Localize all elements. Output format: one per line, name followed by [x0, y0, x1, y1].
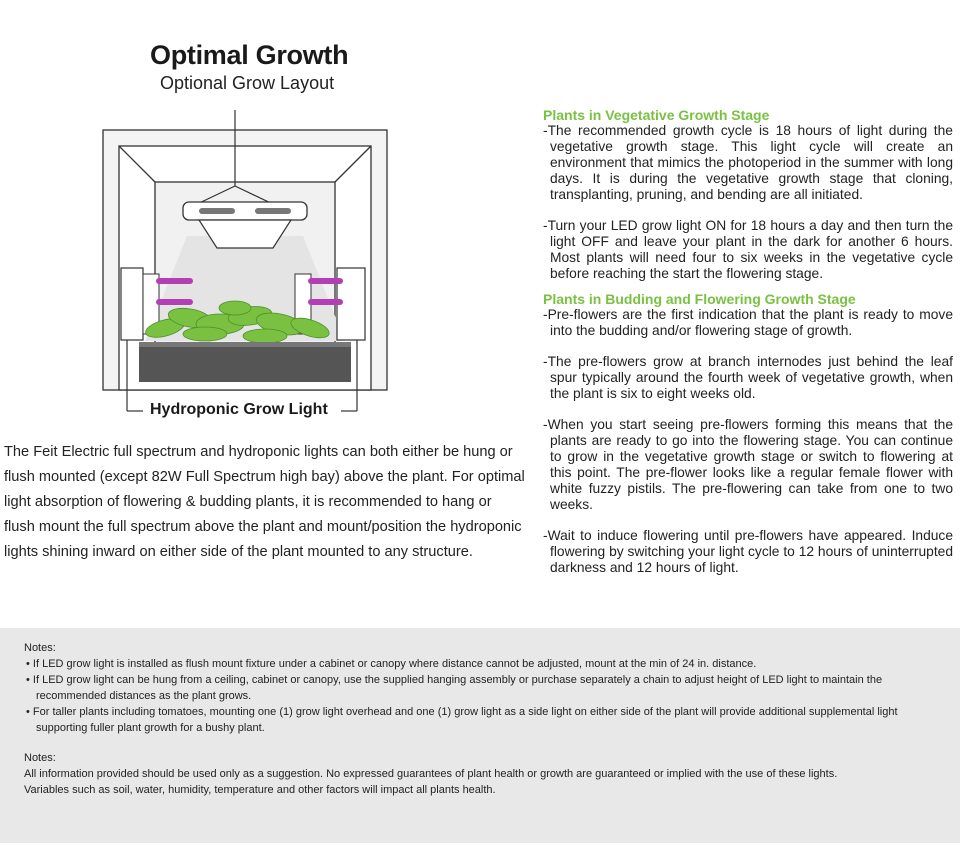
- diagram-caption: Hydroponic Grow Light: [150, 401, 328, 418]
- notes-item: • For taller plants including tomatoes, mounting one (1) grow light overhead and one (1) grow light as a side light on either side of the plant will provide additional supplemental light supporting fuller plant growth for a bushy plant.: [24, 704, 938, 736]
- notes-label: Notes:: [24, 642, 56, 654]
- notes-list: [24, 656, 938, 736]
- page-title: Optimal Growth: [150, 40, 349, 70]
- vegetative-paragraph-1: -The recommended growth cycle is 18 hours of light during the vegetative growth stage. This light cycle will create an environment that mimics the photoperiod in the summer with long days. It is during the vegetative growth stage that cloning, transplanting, pruning, and bending are all initiated.: [543, 123, 953, 202]
- flowering-paragraph-1: -Pre-flowers are the first indication that the plant is ready to move into the budding and/or flowering stage of growth.: [543, 307, 953, 338]
- vegetative-paragraph-2: -Turn your LED grow light ON for 18 hours a day and then turn the light OFF and leave your plant in the dark for another 6 hours. Most plants will need four to six weeks in the vegetative cycle before reaching the start the flowering stage.: [543, 218, 953, 281]
- disclaimer-line: All information provided should be used only as a suggestion. No expressed guarantees of plant health or growth are guaranteed or implied with the use of these lights.: [24, 768, 838, 780]
- grow-tray: [139, 342, 351, 382]
- disclaimer-line: Variables such as soil, water, humidity, temperature and other factors will impact all plants health.: [24, 784, 496, 796]
- disclaimer-label: Notes:: [24, 752, 56, 764]
- flowering-paragraph-2: -The pre-flowers grow at branch internodes just behind the leaf spur typically around the fourth week of vegetative growth, when the plant is six to eight weeks old.: [543, 354, 953, 401]
- flowering-heading: Plants in Budding and Flowering Growth Stage: [543, 291, 856, 307]
- notes-item: • If LED grow light can be hung from a ceiling, cabinet or canopy, use the supplied hanging assembly or purchase separately a chain to adjust height of LED light to maintain the recommended distances as the plant grows.: [24, 672, 938, 704]
- flowering-paragraph-3: -When you start seeing pre-flowers forming this means that the plants are ready to go into the flowering stage. You can continue to grow in the vegetative growth stage or switch to flowering at this point. The pre-flower looks like a regular female flower with white fuzzy pistils. The pre-flowering can take from one to two weeks.: [543, 417, 953, 512]
- page-subtitle: Optional Grow Layout: [160, 73, 335, 93]
- intro-paragraph: The Feit Electric full spectrum and hydroponic lights can both either be hung or flush mounted (except 82W Full Spectrum high bay) above the plant. For optimal light absorption of flowering & budding plants, it is recommended to hang or flush mount the full spectrum above the plant and mount/position the hydroponic lights shining inward on either side of the plant mounted to any structure.: [4, 444, 525, 560]
- vegetative-heading: Plants in Vegetative Growth Stage: [543, 107, 770, 123]
- notes-item: • If LED grow light is installed as flush mount fixture under a cabinet or canopy where distance cannot be adjusted, mount at the min of 24 in. distance.: [24, 656, 938, 672]
- growth-stage-column: [543, 107, 953, 576]
- flowering-paragraph-4: -Wait to induce flowering until pre-flowers have appeared. Induce flowering by switching your light cycle to 12 hours of uninterrupted darkness and 12 hours of light.: [543, 528, 953, 575]
- grow-layout-diagram: [95, 96, 395, 426]
- notes-panel: [0, 628, 960, 843]
